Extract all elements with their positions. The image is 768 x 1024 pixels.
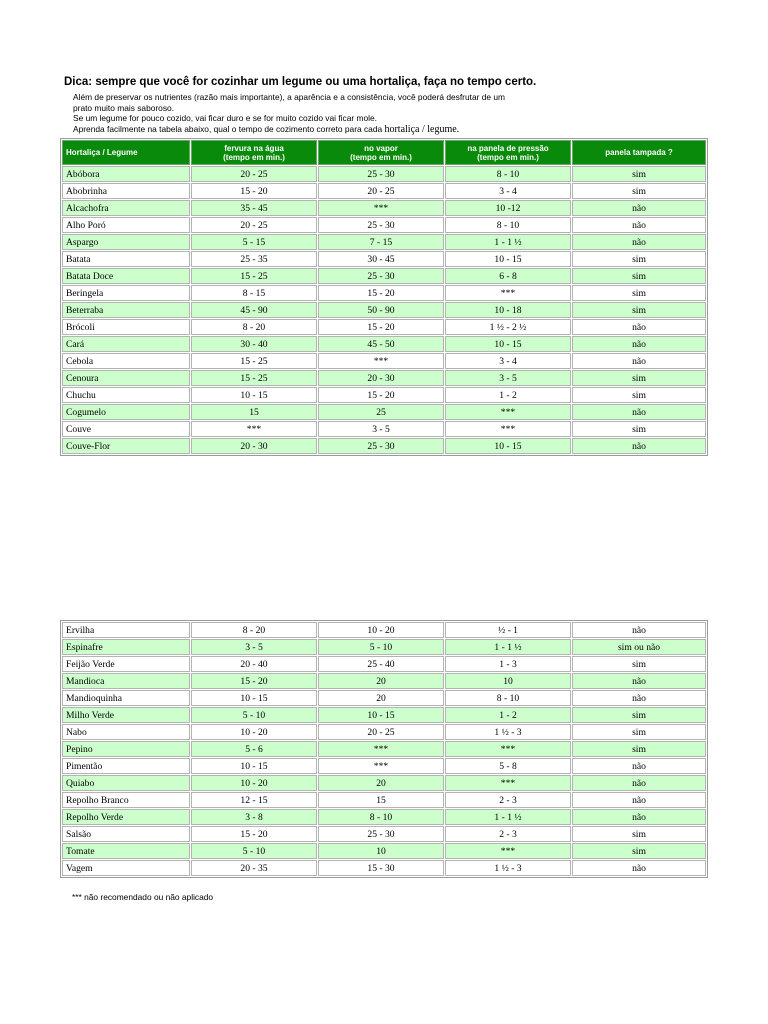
cell-steam-time: 25 - 40: [318, 656, 444, 672]
cell-boiling-time: 10 - 15: [191, 387, 317, 403]
cell-pressure-time: 10 - 15: [445, 336, 571, 352]
header-pressure-cooker: [445, 140, 571, 165]
tip-line-table-intro-text: Aprenda facilmente na tabela abaixo, qual o tempo de cozimento correto para cada: [73, 123, 385, 134]
table-row: [62, 387, 706, 403]
cell-lid-on: sim: [572, 166, 706, 182]
tip-line-flavor: prato muito mais saboroso.: [73, 102, 175, 113]
tip-line-table-intro-term: hortaliça / legume.: [384, 123, 460, 135]
table-row: [62, 370, 706, 386]
cell-pressure-time: 1 - 2: [445, 707, 571, 723]
cell-vegetable: Cará: [62, 336, 190, 352]
cell-boiling-time: 3 - 8: [191, 809, 317, 825]
cell-pressure-time: 1 ½ - 3: [445, 860, 571, 876]
table-row: [62, 438, 706, 454]
cell-boiling-time: 15 - 25: [191, 268, 317, 284]
cell-vegetable: Vagem: [62, 860, 190, 876]
cell-vegetable: Pepino: [62, 741, 190, 757]
cell-lid-on: sim: [572, 741, 706, 757]
cell-boiling-time: 10 - 20: [191, 724, 317, 740]
table-row: [62, 302, 706, 318]
cell-vegetable: Pimentão: [62, 758, 190, 774]
cell-pressure-time: 1 - 3: [445, 656, 571, 672]
cell-vegetable: Beterraba: [62, 302, 190, 318]
header-steam-unit: (tempo em min.): [350, 152, 412, 162]
cell-vegetable: Couve: [62, 421, 190, 437]
cell-lid-on: sim: [572, 707, 706, 723]
cell-lid-on: não: [572, 673, 706, 689]
cell-pressure-time: 1 ½ - 3: [445, 724, 571, 740]
cell-boiling-time: 15 - 20: [191, 673, 317, 689]
cell-pressure-time: 8 - 10: [445, 217, 571, 233]
cell-steam-time: 15 - 20: [318, 285, 444, 301]
cell-steam-time: 25: [318, 404, 444, 420]
header-boiling-water-label: fervura na água: [224, 143, 284, 153]
cell-boiling-time: 15 - 25: [191, 370, 317, 386]
header-boiling-water: [191, 140, 317, 165]
cell-boiling-time: 20 - 35: [191, 860, 317, 876]
cell-lid-on: não: [572, 336, 706, 352]
cell-lid-on: não: [572, 353, 706, 369]
table-row: [62, 234, 706, 250]
cell-vegetable: Brócoli: [62, 319, 190, 335]
cell-pressure-time: 1 - 1 ½: [445, 234, 571, 250]
cell-steam-time: ***: [318, 200, 444, 216]
cell-lid-on: não: [572, 438, 706, 454]
tip-body: [73, 92, 563, 135]
cell-vegetable: Beringela: [62, 285, 190, 301]
cell-vegetable: Abobrinha: [62, 183, 190, 199]
cell-steam-time: 15 - 20: [318, 387, 444, 403]
tip-line-nutrients: Além de preservar os nutrientes (razão mais importante), a aparência e a consistência, você poderá desfrutar de um: [73, 92, 505, 102]
cell-vegetable: Repolho Branco: [62, 792, 190, 808]
cell-vegetable: Nabo: [62, 724, 190, 740]
cell-pressure-time: 3 - 4: [445, 183, 571, 199]
table-row: [62, 758, 706, 774]
cell-boiling-time: 30 - 40: [191, 336, 317, 352]
table-row: [62, 775, 706, 791]
header-pressure-cooker-unit: (tempo em min.): [477, 152, 539, 162]
table-row: [62, 251, 706, 267]
table-header-row: [62, 140, 706, 165]
tip-line-table-intro: [73, 124, 563, 136]
cell-vegetable: Ervilha: [62, 622, 190, 638]
cell-boiling-time: 15 - 20: [191, 826, 317, 842]
table-row: [62, 622, 706, 638]
cell-steam-time: 10: [318, 843, 444, 859]
cell-lid-on: não: [572, 809, 706, 825]
cell-boiling-time: 15: [191, 404, 317, 420]
cell-lid-on: não: [572, 200, 706, 216]
cell-boiling-time: 8 - 20: [191, 622, 317, 638]
cell-vegetable: Aspargo: [62, 234, 190, 250]
cell-steam-time: 25 - 30: [318, 217, 444, 233]
cell-lid-on: sim: [572, 826, 706, 842]
table-row: [62, 860, 706, 876]
cell-pressure-time: 1 ½ - 2 ½: [445, 319, 571, 335]
cell-boiling-time: 25 - 35: [191, 251, 317, 267]
cell-boiling-time: 20 - 25: [191, 166, 317, 182]
cell-steam-time: 25 - 30: [318, 826, 444, 842]
table-row: [62, 724, 706, 740]
table-row: [62, 319, 706, 335]
cell-steam-time: 8 - 10: [318, 809, 444, 825]
cell-pressure-time: ***: [445, 775, 571, 791]
cell-lid-on: não: [572, 792, 706, 808]
header-vegetable: [62, 140, 190, 165]
cell-pressure-time: 10 -12: [445, 200, 571, 216]
cell-vegetable: Mandioquinha: [62, 690, 190, 706]
cell-steam-time: 20 - 30: [318, 370, 444, 386]
header-lid-on-label: panela tampada ?: [605, 148, 673, 157]
cell-pressure-time: ½ - 1: [445, 622, 571, 638]
cell-steam-time: 7 - 15: [318, 234, 444, 250]
cell-vegetable: Milho Verde: [62, 707, 190, 723]
table-body-part1: [62, 166, 706, 454]
cell-pressure-time: 10: [445, 673, 571, 689]
table-body-part2: [62, 622, 706, 876]
cell-pressure-time: 1 - 2: [445, 387, 571, 403]
cell-boiling-time: 20 - 40: [191, 656, 317, 672]
table-row: [62, 639, 706, 655]
cell-boiling-time: 5 - 6: [191, 741, 317, 757]
cell-boiling-time: 45 - 90: [191, 302, 317, 318]
cell-pressure-time: 2 - 3: [445, 792, 571, 808]
cell-pressure-time: 2 - 3: [445, 826, 571, 842]
cell-steam-time: 5 - 10: [318, 639, 444, 655]
cell-lid-on: não: [572, 775, 706, 791]
cell-pressure-time: 1 - 1 ½: [445, 639, 571, 655]
header-steam: [318, 140, 444, 165]
cell-boiling-time: 20 - 30: [191, 438, 317, 454]
cell-steam-time: 30 - 45: [318, 251, 444, 267]
cell-vegetable: Cenoura: [62, 370, 190, 386]
cell-boiling-time: ***: [191, 421, 317, 437]
header-lid-on: [572, 140, 706, 165]
table-row: [62, 690, 706, 706]
header-steam-label: no vapor: [364, 143, 398, 153]
cell-boiling-time: 20 - 25: [191, 217, 317, 233]
cell-lid-on: não: [572, 319, 706, 335]
cell-boiling-time: 10 - 15: [191, 690, 317, 706]
cell-vegetable: Mandioca: [62, 673, 190, 689]
cell-vegetable: Alcachofra: [62, 200, 190, 216]
cell-pressure-time: ***: [445, 404, 571, 420]
cell-steam-time: 25 - 30: [318, 268, 444, 284]
table-row: [62, 656, 706, 672]
cell-lid-on: sim: [572, 302, 706, 318]
footnote: *** não recomendado ou não aplicado: [72, 892, 214, 902]
table-row: [62, 673, 706, 689]
cell-steam-time: 20: [318, 690, 444, 706]
cell-lid-on: sim: [572, 843, 706, 859]
cell-vegetable: Chuchu: [62, 387, 190, 403]
cell-pressure-time: 10 - 15: [445, 251, 571, 267]
table-row: [62, 166, 706, 182]
cell-lid-on: sim: [572, 421, 706, 437]
cell-boiling-time: 8 - 15: [191, 285, 317, 301]
cell-vegetable: Repolho Verde: [62, 809, 190, 825]
table-row: [62, 353, 706, 369]
table-row: [62, 268, 706, 284]
cell-steam-time: 50 - 90: [318, 302, 444, 318]
table-row: [62, 809, 706, 825]
cell-vegetable: Cogumelo: [62, 404, 190, 420]
cell-vegetable: Feijão Verde: [62, 656, 190, 672]
cell-vegetable: Cebola: [62, 353, 190, 369]
cell-pressure-time: 3 - 5: [445, 370, 571, 386]
cell-vegetable: Couve-Flor: [62, 438, 190, 454]
cell-lid-on: não: [572, 690, 706, 706]
table-row: [62, 285, 706, 301]
cell-steam-time: 10 - 15: [318, 707, 444, 723]
cooking-time-table-part1: [60, 138, 708, 456]
cell-lid-on: sim: [572, 724, 706, 740]
table-row: [62, 792, 706, 808]
cell-steam-time: 20 - 25: [318, 724, 444, 740]
cell-vegetable: Quiabo: [62, 775, 190, 791]
cell-lid-on: não: [572, 622, 706, 638]
cell-lid-on: sim: [572, 251, 706, 267]
table-row: [62, 217, 706, 233]
cell-vegetable: Batata Doce: [62, 268, 190, 284]
table-row: [62, 200, 706, 216]
cell-vegetable: Tomate: [62, 843, 190, 859]
cell-vegetable: Salsão: [62, 826, 190, 842]
cell-pressure-time: ***: [445, 843, 571, 859]
cell-steam-time: 20: [318, 673, 444, 689]
cell-lid-on: sim: [572, 183, 706, 199]
cell-steam-time: 10 - 20: [318, 622, 444, 638]
cell-lid-on: sim: [572, 387, 706, 403]
cell-steam-time: ***: [318, 758, 444, 774]
cell-steam-time: 3 - 5: [318, 421, 444, 437]
cell-steam-time: 15 - 30: [318, 860, 444, 876]
table-row: [62, 183, 706, 199]
cell-pressure-time: 8 - 10: [445, 690, 571, 706]
cell-pressure-time: 6 - 8: [445, 268, 571, 284]
cell-pressure-time: 3 - 4: [445, 353, 571, 369]
cell-steam-time: 45 - 50: [318, 336, 444, 352]
cell-boiling-time: 5 - 10: [191, 843, 317, 859]
cell-boiling-time: 8 - 20: [191, 319, 317, 335]
cell-steam-time: 20 - 25: [318, 183, 444, 199]
cell-pressure-time: 5 - 8: [445, 758, 571, 774]
tip-title: Dica: sempre que você for cozinhar um legume ou uma hortaliça, faça no tempo certo.: [64, 76, 537, 88]
cell-pressure-time: 10 - 15: [445, 438, 571, 454]
cell-boiling-time: 10 - 20: [191, 775, 317, 791]
cell-boiling-time: 5 - 10: [191, 707, 317, 723]
header-pressure-cooker-label: na panela de pressão: [467, 143, 549, 153]
cell-lid-on: não: [572, 404, 706, 420]
cell-vegetable: Alho Poró: [62, 217, 190, 233]
tip-line-doneness: Se um legume for pouco cozido, vai ficar duro e se for muito cozido vai ficar mole.: [73, 113, 377, 123]
cell-lid-on: não: [572, 217, 706, 233]
cell-lid-on: não: [572, 758, 706, 774]
cell-boiling-time: 12 - 15: [191, 792, 317, 808]
cell-vegetable: Espinafre: [62, 639, 190, 655]
cell-pressure-time: ***: [445, 285, 571, 301]
header-vegetable-label: Hortaliça / Legume: [66, 148, 138, 157]
cell-lid-on: não: [572, 234, 706, 250]
table-row: [62, 404, 706, 420]
cell-lid-on: sim: [572, 285, 706, 301]
cell-steam-time: ***: [318, 353, 444, 369]
cell-vegetable: Abóbora: [62, 166, 190, 182]
cooking-time-table-part2: [60, 620, 708, 878]
cell-pressure-time: 8 - 10: [445, 166, 571, 182]
table-row: [62, 421, 706, 437]
cell-steam-time: ***: [318, 741, 444, 757]
cell-boiling-time: 35 - 45: [191, 200, 317, 216]
cell-steam-time: 15 - 20: [318, 319, 444, 335]
cell-pressure-time: ***: [445, 741, 571, 757]
table-row: [62, 741, 706, 757]
cell-lid-on: sim: [572, 656, 706, 672]
cell-pressure-time: ***: [445, 421, 571, 437]
cell-boiling-time: 3 - 5: [191, 639, 317, 655]
table-row: [62, 707, 706, 723]
cell-lid-on: sim: [572, 268, 706, 284]
cell-lid-on: sim: [572, 370, 706, 386]
cell-boiling-time: 15 - 25: [191, 353, 317, 369]
cell-steam-time: 25 - 30: [318, 438, 444, 454]
cell-steam-time: 20: [318, 775, 444, 791]
cell-pressure-time: 10 - 18: [445, 302, 571, 318]
cell-pressure-time: 1 - 1 ½: [445, 809, 571, 825]
cell-boiling-time: 5 - 15: [191, 234, 317, 250]
cell-boiling-time: 15 - 20: [191, 183, 317, 199]
cell-steam-time: 15: [318, 792, 444, 808]
cell-lid-on: não: [572, 860, 706, 876]
cell-boiling-time: 10 - 15: [191, 758, 317, 774]
table-row: [62, 826, 706, 842]
table-row: [62, 843, 706, 859]
cell-steam-time: 25 - 30: [318, 166, 444, 182]
cell-lid-on: sim ou não: [572, 639, 706, 655]
header-boiling-water-unit: (tempo em min.): [223, 152, 285, 162]
table-row: [62, 336, 706, 352]
cell-vegetable: Batata: [62, 251, 190, 267]
